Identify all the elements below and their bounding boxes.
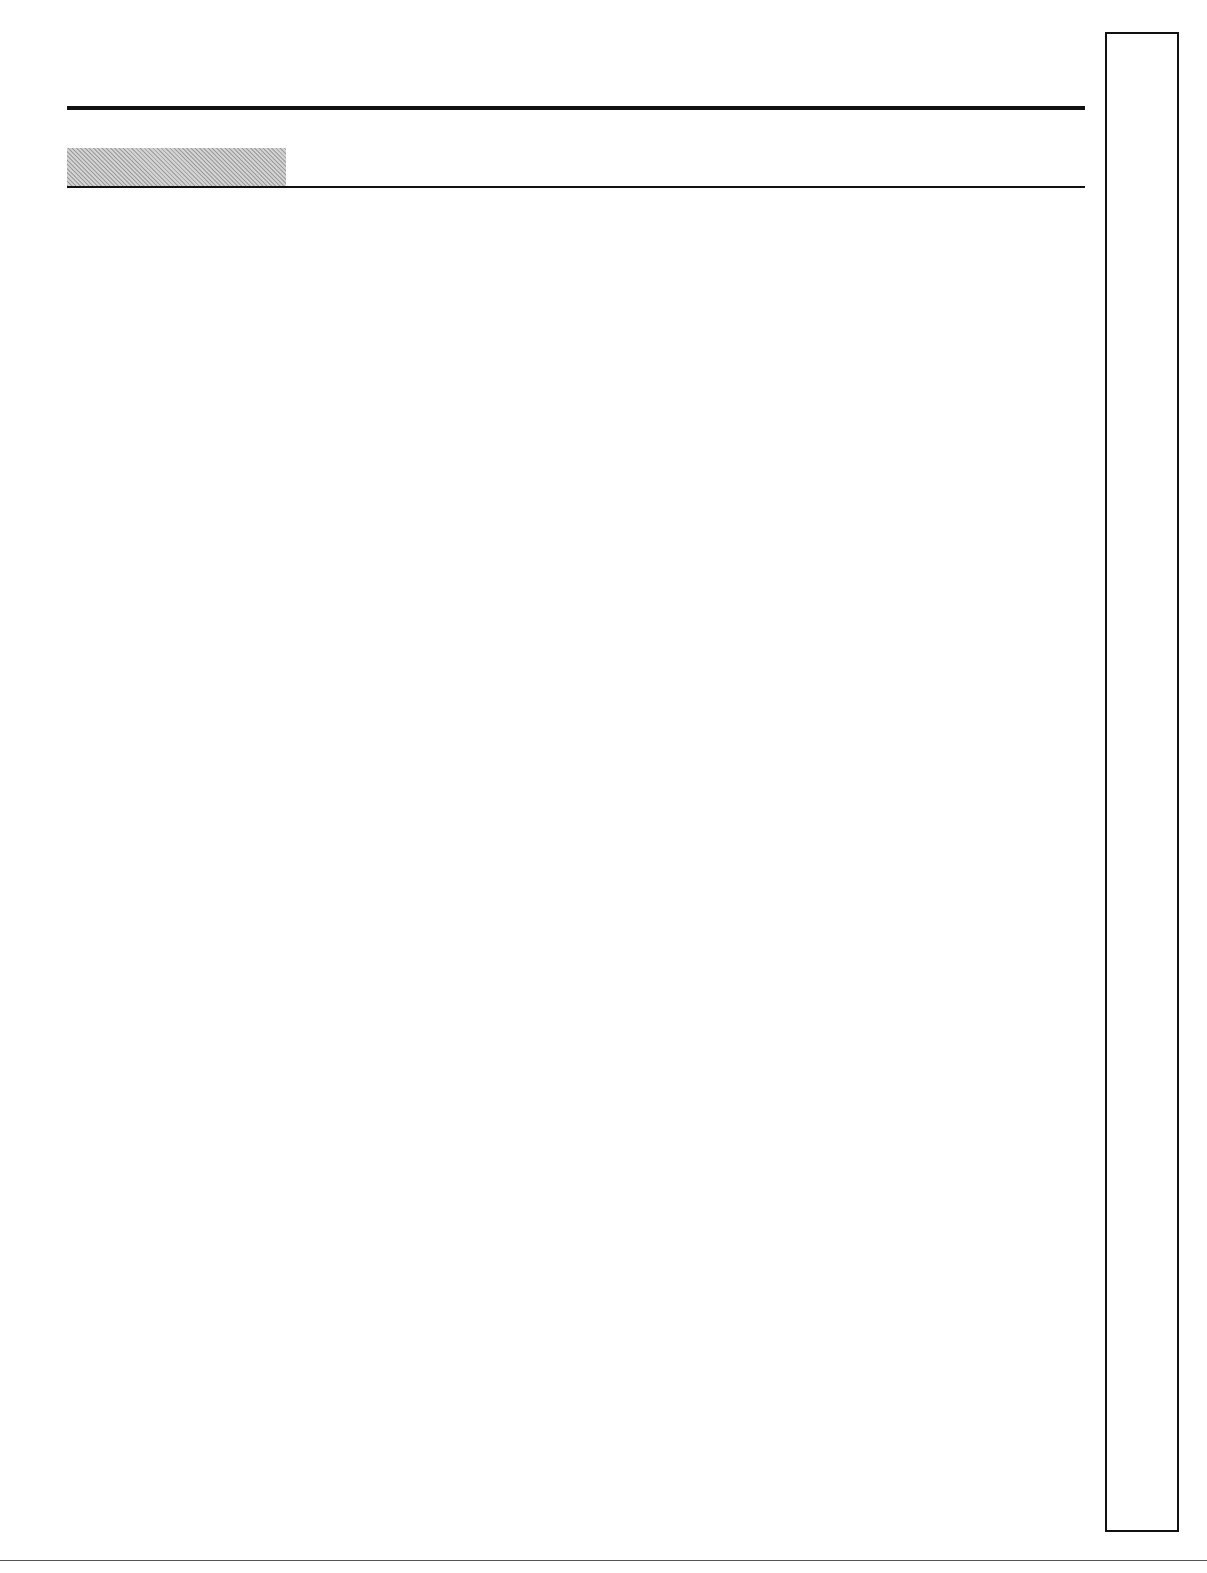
top-rule <box>67 106 1085 110</box>
header-possible-causes <box>286 148 576 186</box>
table-header <box>67 148 1085 188</box>
section-tabs <box>1105 32 1179 1532</box>
bottom-rule <box>0 1560 1207 1561</box>
header-what-to-do <box>576 148 586 186</box>
header-problem <box>67 148 286 186</box>
troubleshooting-table <box>67 148 1085 188</box>
